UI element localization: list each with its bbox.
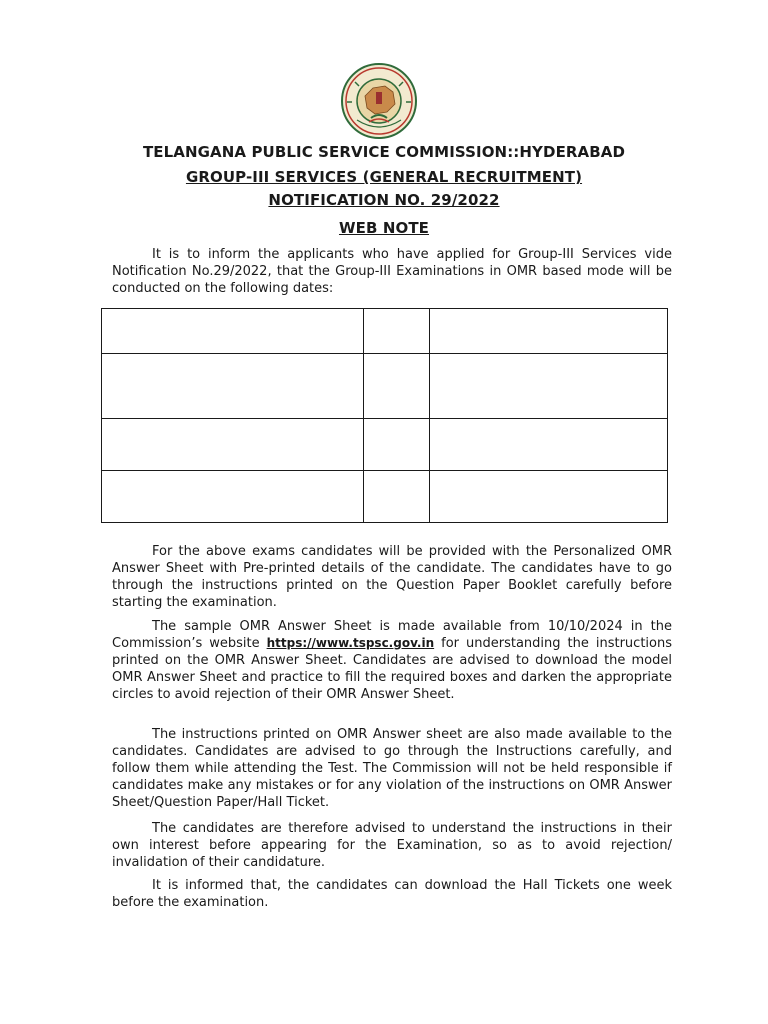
table-cell [102,471,364,523]
table-row [102,471,668,523]
commission-title: TELANGANA PUBLIC SERVICE COMMISSION::HYDERABAD [142,143,626,161]
notification-number: NOTIFICATION NO. 29/2022 [268,191,500,209]
table-cell [102,419,364,471]
hall-ticket-paragraph: It is informed that, the candidates can download the Hall Tickets one week before the examination. [112,878,672,910]
table-row [102,354,668,419]
table-row [102,309,668,354]
table-row [102,419,668,471]
sample-omr-text-start: The sample OMR Answer Sheet is made available from 10/10/2024 in the Commission’s website [112,619,672,651]
table-cell [430,354,668,419]
advice-paragraph: The candidates are therefore advised to understand the instructions in their own interest before appearing for the Examination, so as to avoid rejection/ invalidation of their candidature. [112,821,672,870]
table-cell [102,354,364,419]
table-cell [430,309,668,354]
sample-omr-text-end: for understanding the instructions printed on the OMR Answer Sheet. Candidates are advised to download the model OMR Answer Sheet and practice to fill the required boxes and darken the appropriate circles to avoid rejection of their OMR Answer Sheet. [112,636,672,702]
table-cell [102,309,364,354]
tspsc-website-link[interactable]: https://www.tspsc.gov.in [266,636,435,650]
table-cell [364,309,430,354]
instructions-paragraph: The instructions printed on OMR Answer sheet are also made available to the candidates. Candidates are advised to go through the Instructions carefully, and follow them while attending the Test. The Commission will not be held responsible if candidates make any mistakes or for any violation of the instructions on OMR Answer Sheet/Question Paper/Hall Ticket. [112,727,672,810]
services-title: GROUP-III SERVICES (GENERAL RECRUITMENT) [185,168,583,186]
table-cell [430,419,668,471]
tspsc-emblem-icon [335,62,423,140]
intro-paragraph: It is to inform the applicants who have applied for Group-III Services vide Notification No.29/2022, that the Group-III Examinations in OMR based mode will be conducted on the following dates: [112,247,672,296]
table-cell [364,419,430,471]
exam-schedule-table [101,308,668,523]
sample-omr-paragraph [112,618,672,703]
table-cell [364,471,430,523]
web-note-title: WEB NOTE [338,219,430,237]
table-cell [364,354,430,419]
table-cell [430,471,668,523]
omr-sheet-paragraph: For the above exams candidates will be provided with the Personalized OMR Answer Sheet with Pre-printed details of the candidate. The candidates have to go through the instructions printed on the Question Paper Booklet carefully before starting the examination. [112,544,672,610]
